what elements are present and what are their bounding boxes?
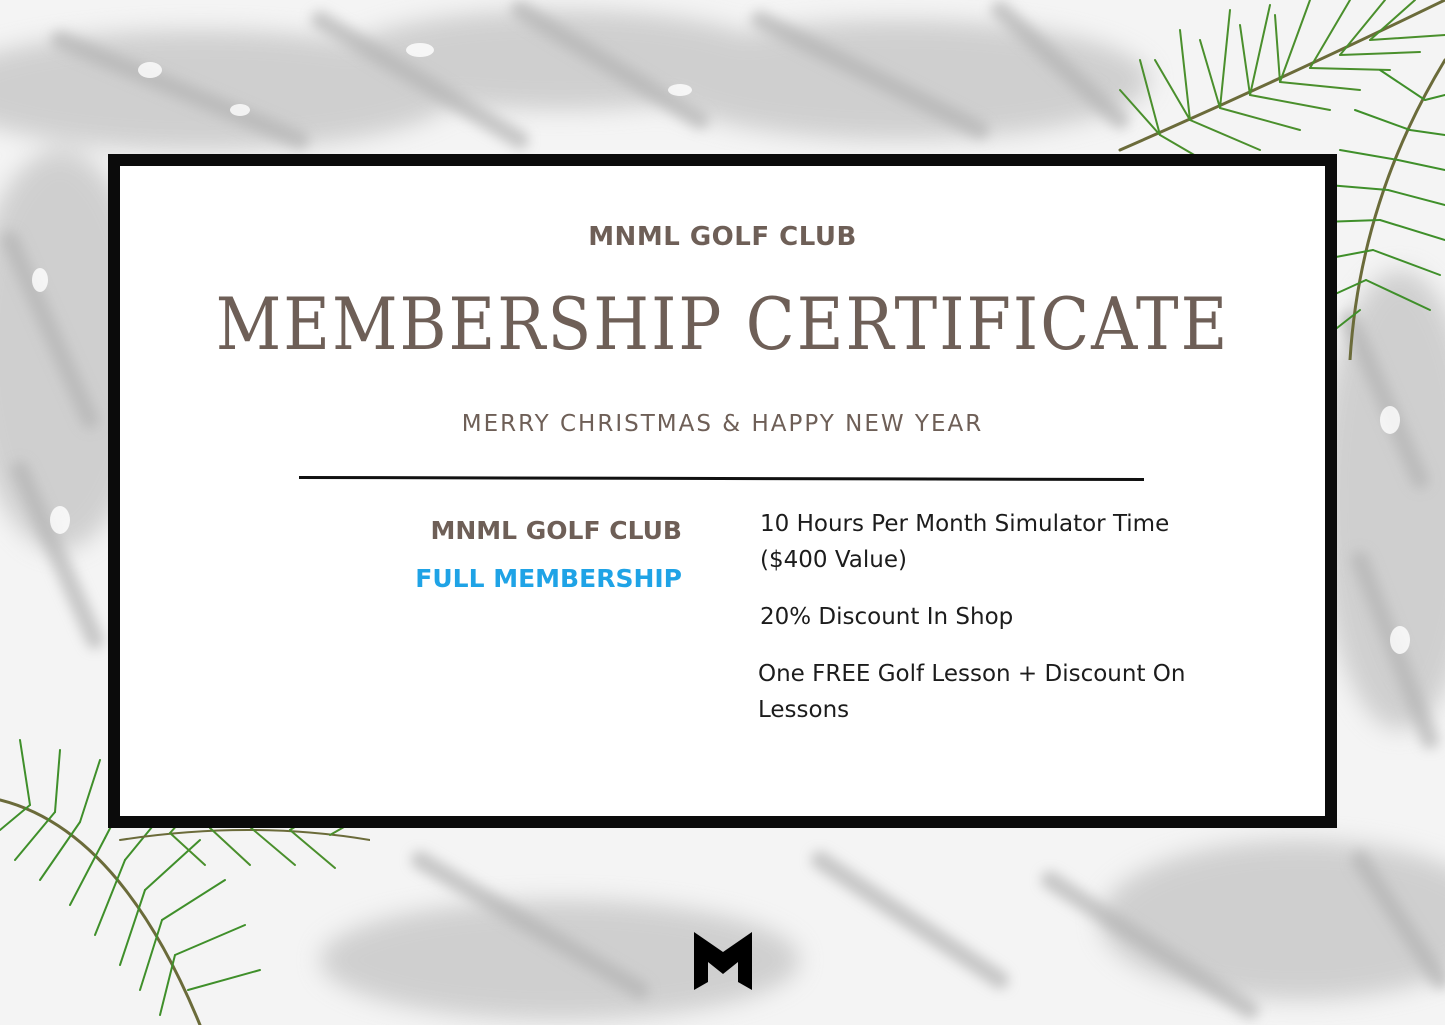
benefit-shop-discount: 20% Discount In Shop xyxy=(760,604,1014,630)
certificate-title: MEMBERSHIP CERTIFICATE xyxy=(215,284,1230,367)
benefit-golf-lesson: One FREE Golf Lesson + Discount On Lessons xyxy=(758,661,1186,723)
membership-club-name: MNML GOLF CLUB xyxy=(430,516,682,545)
benefits-list xyxy=(760,506,1220,728)
certificate-card xyxy=(108,154,1337,828)
membership-tier: FULL MEMBERSHIP xyxy=(415,564,682,593)
divider-line xyxy=(299,476,1144,481)
mnml-logo-icon xyxy=(694,926,752,990)
benefit-simulator-time: 10 Hours Per Month Simulator Time ($400 Value) xyxy=(760,511,1170,573)
holiday-greeting: MERRY CHRISTMAS & HAPPY NEW YEAR xyxy=(461,411,984,437)
club-name-heading: MNML GOLF CLUB xyxy=(588,222,857,252)
